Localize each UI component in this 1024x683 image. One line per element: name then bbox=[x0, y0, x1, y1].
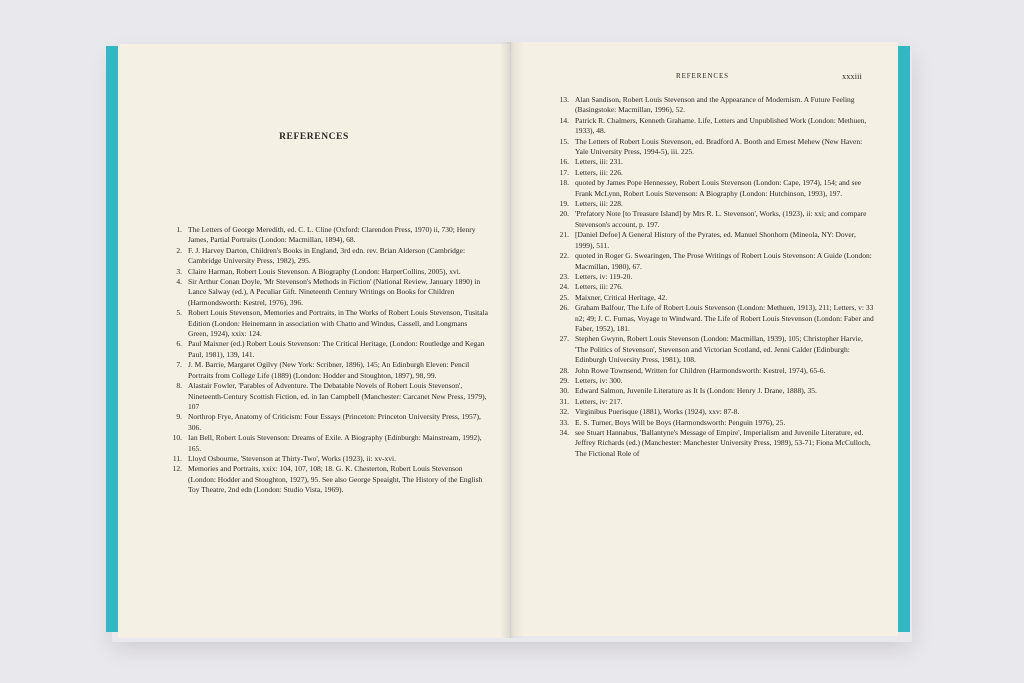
note-text: John Rowe Townsend, Written for Children (Harmondsworth: Kestrel, 1974), 65-6. bbox=[575, 365, 826, 375]
note-item bbox=[176, 245, 488, 267]
note-number: 16. bbox=[559, 157, 569, 167]
note-item bbox=[172, 464, 488, 495]
page-number: xxxiii bbox=[842, 72, 862, 81]
note-text: E. S. Turner, Boys Will be Boys (Harmondsworth: Penguin 1976), 25. bbox=[575, 417, 786, 427]
note-text: Letters, iii: 231. bbox=[575, 157, 623, 167]
note-item bbox=[559, 271, 875, 282]
note-number: 12. bbox=[172, 464, 182, 474]
note-item bbox=[176, 381, 488, 412]
note-item bbox=[559, 365, 875, 376]
note-item bbox=[559, 136, 875, 158]
note-text: Alan Sandison, Robert Louis Stevenson and the Appearance of Modernism. A Future Feeling (Basingstoke: Macmillan, 1996), 52. bbox=[575, 95, 855, 115]
note-text: see Stuart Hannabus, 'Ballantyne's Message of Empire', Imperialism and Juvenile Literature, ed. Jeffrey Richards (ed.) (Manchester: Manchester University Press, 1989), 53-71; Fiona McCulloch, The Fictional Role of bbox=[575, 428, 871, 458]
note-text: Graham Balfour, The Life of Robert Louis Stevenson (London: Methuen, 1913), 211; Letters, v: 33 n2; 49; J. C. Furnas, Voyage to Windward. The Life of Robert Louis Stevenson (London: Faber and Faber, 1952), 181. bbox=[575, 303, 874, 333]
note-text: Virginibus Puerisque (1881), Works (1924), xxv: 87-8. bbox=[575, 407, 740, 417]
note-item bbox=[559, 178, 875, 199]
note-number: 29. bbox=[559, 375, 569, 385]
note-number: 8. bbox=[176, 381, 182, 391]
note-item bbox=[176, 225, 488, 246]
note-item bbox=[559, 396, 875, 407]
note-text: Sir Arthur Conan Doyle, 'Mr Stevenson's Methods in Fiction' (National Review, January 1890) in Lance Salway (ed.), A Peculiar Gift. Nineteenth Century Writings on Books for Children (Harmondsworth: Kestrel, 1976), 396. bbox=[188, 277, 481, 307]
note-number: 33. bbox=[559, 417, 569, 427]
note-text: Maixner, Critical Heritage, 42. bbox=[575, 292, 668, 302]
note-number: 31. bbox=[559, 396, 569, 406]
note-number: 11. bbox=[172, 453, 182, 463]
note-text: Letters, iii: 228. bbox=[575, 199, 623, 209]
note-item bbox=[559, 407, 875, 417]
note-number: 2. bbox=[176, 245, 182, 255]
note-item bbox=[176, 266, 488, 277]
note-item bbox=[172, 453, 488, 464]
note-text: Edward Salmon, Juvenile Literature as It Is (London: Henry J. Drane, 1888), 35. bbox=[575, 386, 817, 396]
note-text: Alastair Fowler, 'Parables of Adventure. The Debatable Novels of Robert Louis Stevenson', Nineteenth-Century Scottish Fiction, ed. in Ian Campbell (Manchester: Carcanet New Press, 1979), 107 bbox=[188, 381, 487, 411]
note-text: The Letters of George Meredith, ed. C. L. Cline (Oxford: Clarendon Press, 1970) ii, 730; Henry James, Partial Portraits (London: Macmillan, 1894), 68. bbox=[188, 225, 476, 245]
note-text: Ian Bell, Robert Louis Stevenson: Dreams of Exile. A Biography (Edinburgh: Mainstream, 1992), 165. bbox=[188, 433, 482, 453]
note-text: Stephen Gwynn, Robert Louis Stevenson (London: Macmillan, 1939), 105; Christopher Harvie, 'The Politics of Stevenson', Stevenson and Victorian Scotland, ed. Jenni Calder (Edinburgh: Edinburgh University Press, 1981), 108. bbox=[575, 334, 863, 365]
book-cover-edge-right bbox=[896, 46, 910, 632]
note-number: 4. bbox=[176, 277, 182, 287]
note-text: Letters, iii: 226. bbox=[575, 167, 623, 177]
note-number: 26. bbox=[559, 303, 569, 313]
note-text: quoted by James Pope Hennessey, Robert Louis Stevenson (London: Cape, 1974), 154; and see Frank McLynn, Robert Louis Stevenson: A Biography (London: Hutchinson, 1993), 197. bbox=[575, 178, 862, 198]
note-text: 'Prefatory Note [to Treasure Island] by Mrs R. L. Stevenson', Works, (1923), ii: xxi; and compare Stevenson's account, p. 197. bbox=[575, 209, 867, 229]
note-text: quoted in Roger G. Swearingen, The Prose Writings of Robert Louis Stevenson: A Guide (London: Macmillan, 1980), 67. bbox=[575, 251, 872, 271]
left-page bbox=[118, 44, 510, 638]
note-item bbox=[559, 428, 875, 459]
note-number: 34. bbox=[559, 428, 569, 437]
note-text: The Letters of Robert Louis Stevenson, ed. Bradford A. Booth and Ernest Mehew (New Haven: Yale University Press, 1994-5), iii. 225. bbox=[575, 136, 863, 157]
note-number: 10. bbox=[172, 433, 182, 443]
note-item bbox=[559, 303, 875, 334]
note-text: Lloyd Osbourne, 'Stevenson at Thirty-Two', Works (1923), ii: xv-xvi. bbox=[188, 453, 396, 463]
note-item bbox=[172, 433, 488, 454]
note-text: Claire Harman, Robert Louis Stevenson. A Biography (London: HarperCollins, 2005), xvi. bbox=[188, 266, 461, 276]
note-item bbox=[559, 167, 875, 178]
note-number: 24. bbox=[559, 282, 569, 292]
note-item bbox=[176, 277, 488, 308]
note-number: 28. bbox=[559, 365, 569, 375]
note-item bbox=[176, 360, 488, 381]
note-number: 5. bbox=[176, 308, 182, 318]
note-number: 13. bbox=[559, 95, 569, 104]
note-item bbox=[559, 157, 875, 167]
note-item bbox=[559, 230, 875, 251]
note-number: 22. bbox=[559, 251, 569, 261]
page-title: REFERENCES bbox=[279, 132, 349, 142]
note-text: Northrop Frye, Anatomy of Criticism: Four Essays (Princeton: Princeton University Press, 1957), 306. bbox=[188, 412, 481, 432]
note-number: 9. bbox=[176, 412, 182, 422]
note-item bbox=[559, 292, 875, 303]
note-text: Memories and Portraits, xxix: 104, 107, 108; 18. G. K. Chesterton, Robert Louis Stevenson (London: Hodder and Stoughton, 1927), 95. See also George Speaight, The History of the English Toy Theatre, 2nd edn (London: Studio Vista, 1969). bbox=[188, 464, 483, 495]
note-item bbox=[559, 95, 875, 116]
note-text: Robert Louis Stevenson, Memories and Portraits, in The Works of Robert Louis Stevenson, Tusitala Edition (London: Heinemann in association with Chatto and Windus, Cassell, and Longmans Green, 1924), xxix: 124. bbox=[188, 308, 488, 339]
note-number: 14. bbox=[559, 115, 569, 125]
note-number: 15. bbox=[559, 136, 569, 146]
right-page bbox=[511, 42, 898, 636]
note-text: J. M. Barrie, Margaret Ogilvy (New York: Scribner, 1896), 145; An Edinburgh Eleven: Pencil Portraits from College Life (1889) (London: Hodder and Stoughton, 1897), 98, 99. bbox=[188, 360, 470, 380]
note-item bbox=[559, 386, 875, 396]
note-text: Letters, iii: 276. bbox=[575, 282, 623, 292]
running-head-title: REFERENCES bbox=[676, 72, 729, 80]
note-number: 23. bbox=[559, 271, 569, 281]
note-item bbox=[559, 417, 875, 428]
note-text: Patrick R. Chalmers, Kenneth Grahame. Life, Letters and Unpublished Work (London: Methuen, 1933), 48. bbox=[575, 115, 867, 136]
note-number: 7. bbox=[176, 360, 182, 370]
note-item bbox=[559, 334, 875, 365]
note-number: 3. bbox=[176, 266, 182, 276]
note-text: Letters, iv: 217. bbox=[575, 396, 623, 406]
note-text: F. J. Harvey Darton, Children's Books in England, 3rd edn. rev. Brian Alderson (Cambridge: Cambridge University Press, 1982), 295. bbox=[188, 245, 466, 266]
note-item bbox=[559, 115, 875, 137]
note-text: [Daniel Defoe] A General History of the Pyrates, ed. Manuel Shonhorn (Mineola, NY: Dover, 1999), 511. bbox=[575, 230, 856, 250]
note-number: 17. bbox=[559, 167, 569, 177]
note-number: 19. bbox=[559, 199, 569, 209]
note-item bbox=[176, 339, 488, 360]
note-number: 27. bbox=[559, 334, 569, 344]
note-number: 6. bbox=[176, 339, 182, 349]
note-text: Letters, iv: 119-20. bbox=[575, 271, 633, 281]
note-number: 21. bbox=[559, 230, 569, 240]
note-item bbox=[559, 199, 875, 209]
note-number: 25. bbox=[559, 292, 569, 302]
note-number: 30. bbox=[559, 386, 569, 396]
note-item bbox=[176, 308, 488, 339]
note-item bbox=[559, 282, 875, 292]
note-item bbox=[559, 251, 875, 272]
note-number: 1. bbox=[176, 225, 182, 234]
note-number: 18. bbox=[559, 178, 569, 188]
note-number: 20. bbox=[559, 209, 569, 219]
note-item bbox=[559, 209, 875, 230]
note-text: Letters, iv: 300. bbox=[575, 375, 623, 385]
note-item bbox=[559, 375, 875, 386]
notes-list-right bbox=[559, 95, 875, 459]
note-number: 32. bbox=[559, 407, 569, 417]
notes-list-left bbox=[172, 225, 488, 496]
note-text: Paul Maixner (ed.) Robert Louis Stevenson: The Critical Heritage, (London: Routledge and Kegan Paul, 1981), 139, 141. bbox=[188, 339, 485, 359]
note-item bbox=[176, 412, 488, 433]
